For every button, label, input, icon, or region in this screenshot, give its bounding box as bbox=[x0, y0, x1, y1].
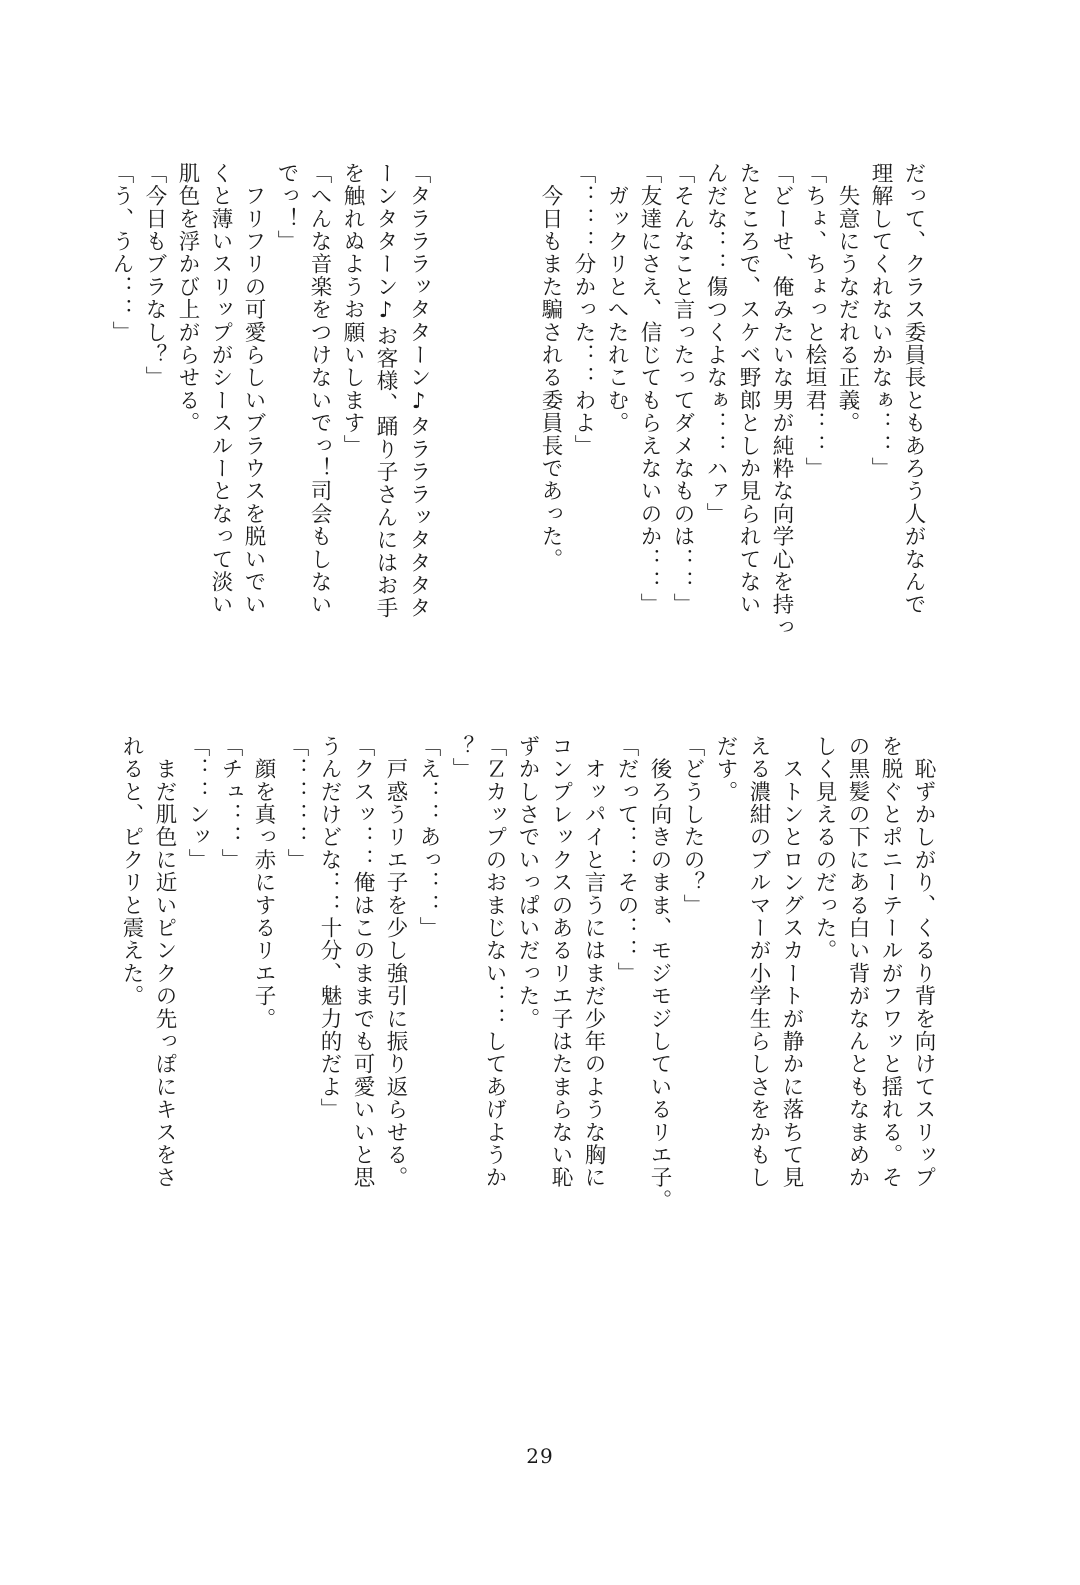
text-column: の黒髪の下にある白い背がなんともなまめか bbox=[845, 735, 870, 1189]
text-column: オッパイと言うにはまだ少年のような胸に bbox=[581, 735, 606, 1189]
text-column: 「：：：分かった：：わよ」 bbox=[571, 162, 596, 458]
text-column bbox=[435, 162, 468, 682]
text-column: んだな：：傷つくよなぁ：：ハァ」 bbox=[703, 162, 728, 526]
text-column: 戸惑うリエ子を少し強引に振り返らせる。 bbox=[383, 735, 408, 1189]
text-column: ガックリとへたれこむ。 bbox=[604, 162, 629, 435]
text-column: 「友達にさえ、信じてもらえないのか：：」 bbox=[637, 162, 662, 616]
text-column: 「ちょ、ちょっと桧垣君：：」 bbox=[802, 162, 827, 480]
text-column: ーンタターン♪お客様、踊り子さんにはお手 bbox=[373, 162, 398, 620]
text-column: 「え：：あっ：：」 bbox=[416, 735, 441, 940]
text-column: 「クスッ：：俺はこのままでも可愛いいと思 bbox=[350, 735, 375, 1189]
text-column: える濃紺のブルマーが小学生らしさをかもし bbox=[746, 735, 771, 1189]
text-column: ずかしさでいっぱいだった。 bbox=[515, 735, 540, 1031]
text-column: 肌色を浮かび上がらせる。 bbox=[175, 162, 200, 435]
text-column: れると、ピクリと震えた。 bbox=[119, 735, 144, 1008]
text-column: でっ！」 bbox=[274, 162, 299, 253]
text-column: を触れぬようお願いします」 bbox=[340, 162, 365, 458]
text-column bbox=[501, 162, 534, 682]
text-column: くと薄いスリップがシースルーとなって淡い bbox=[208, 162, 233, 616]
text-column: 「タラララッタターン♪タラララッタタタタ bbox=[406, 162, 431, 620]
text-column: 顔を真っ赤にするリエ子。 bbox=[251, 735, 276, 1031]
text-column: ストンとロングスカートが静かに落ちて見 bbox=[779, 735, 804, 1189]
text-column: だす。 bbox=[713, 735, 738, 804]
text-column: 後ろ向きのまま、モジモジしているリエ子。 bbox=[647, 735, 672, 1212]
text-column: 「：：：：」 bbox=[284, 735, 309, 872]
text-column: 「へんな音楽をつけないでっ！司会もしない bbox=[307, 162, 332, 616]
text-column: ？」 bbox=[449, 735, 474, 781]
text-column: だって、クラス委員長ともあろう人がなんで bbox=[901, 162, 926, 616]
text-column: まだ肌色に近いピンクの先っぽにキスをさ bbox=[152, 735, 177, 1189]
text-column: 「そんなこと言ったってダメなものは：：」 bbox=[670, 162, 695, 616]
text-column: コンプレックスのあるリエ子はたまらない恥 bbox=[548, 735, 573, 1189]
text-column: 今日もまた騙される委員長であった。 bbox=[538, 162, 563, 571]
text-column bbox=[468, 162, 501, 682]
text-column: 失意にうなだれる正義。 bbox=[835, 162, 860, 435]
text-column: 「チュ：：」 bbox=[218, 735, 243, 872]
text-column: 「今日もブラなし？」 bbox=[142, 162, 167, 389]
text-column: たところで、スケベ野郎としか見られてない bbox=[736, 162, 761, 616]
text-column: 「どうしたの？」 bbox=[680, 735, 705, 917]
text-column: 「どーせ、俺みたいな男が純粋な向学心を持っ bbox=[769, 162, 794, 639]
text-column: 「Ｚカップのおまじない：：してあげようか bbox=[482, 735, 507, 1189]
lower-text-block bbox=[115, 735, 940, 1255]
text-column: を脱ぐとポニーテールがフワッと揺れる。そ bbox=[878, 735, 903, 1189]
page-number: 29 bbox=[526, 1444, 554, 1468]
text-column: 恥ずかしがり、くるり背を向けてスリップ bbox=[911, 735, 936, 1189]
text-column: しく見えるのだった。 bbox=[812, 735, 837, 962]
text-column: うんだけどな：：十分、魅力的だよ」 bbox=[317, 735, 342, 1121]
text-column: フリフリの可愛らしいブラウスを脱いでい bbox=[241, 162, 266, 616]
text-column: 「だって：：その：：」 bbox=[614, 735, 639, 985]
text-column: 理解してくれないかなぁ：：」 bbox=[868, 162, 893, 480]
text-column: 「う、うん：：」 bbox=[109, 162, 134, 344]
text-column: 「：：ンッ」 bbox=[185, 735, 210, 872]
upper-text-block bbox=[105, 162, 930, 682]
